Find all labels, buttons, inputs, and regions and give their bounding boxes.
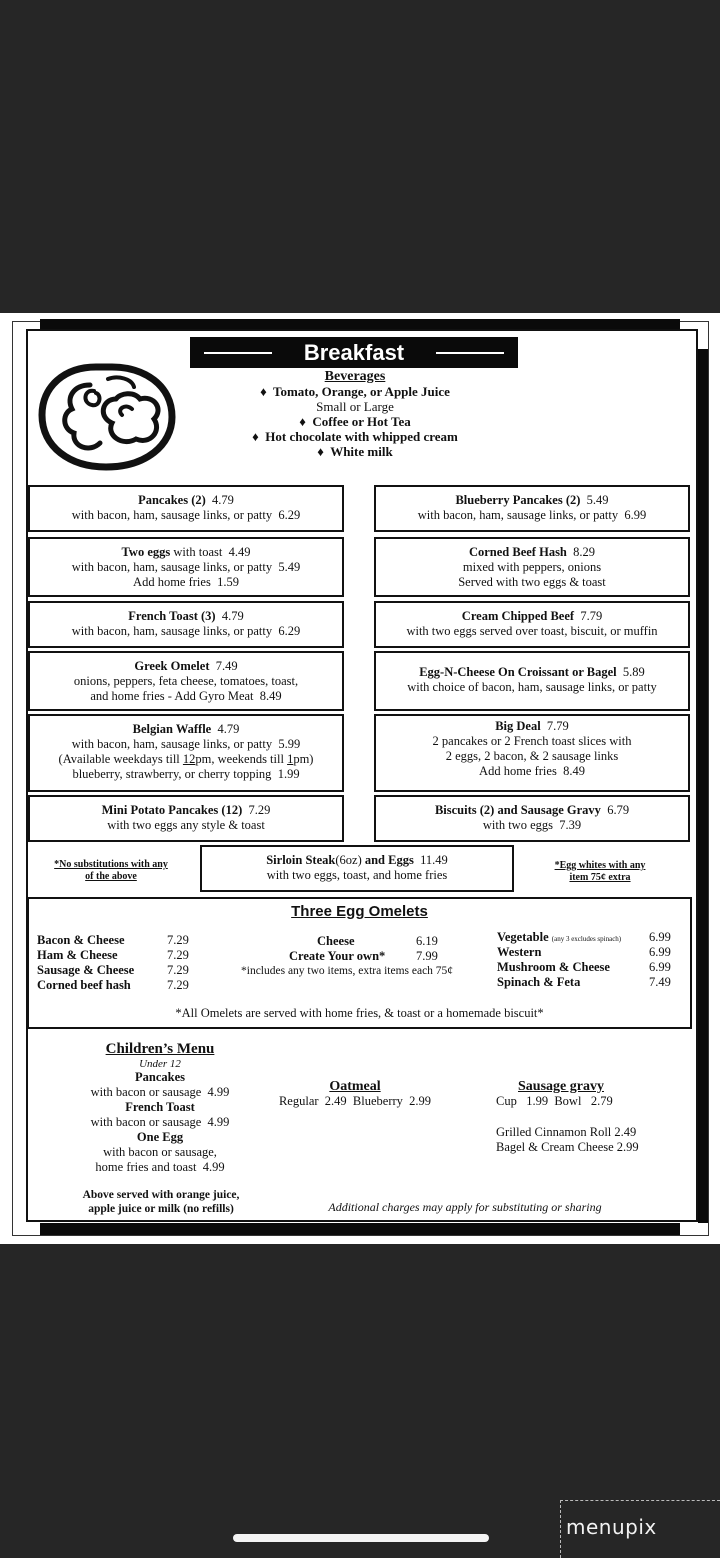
frame-bottom-bar [40,1223,680,1235]
bullet-icon: ♦ [317,444,324,459]
create-own-note: *includes any two items, extra items each 75¢ [241,965,454,977]
omelet-price: 7.29 [167,933,189,947]
beverage-coffee: Coffee or Hot Tea [312,414,411,429]
beverage-milk: White milk [330,444,393,459]
item-corned-beef-hash: Corned Beef Hash 8.29 mixed with peppers, onions Served with two eggs & toast [374,537,690,597]
item-sirloin-steak: Sirloin Steak(6oz) and Eggs 11.49 with two eggs, toast, and home fries [200,845,514,892]
omelet-sausage-cheese: Sausage & Cheese [37,963,135,977]
gravy-heading: Sausage gravy [518,1079,604,1094]
menu-title: Breakfast [190,337,518,368]
omelet-mushroom-cheese: Mushroom & Cheese [497,960,610,974]
beverages-section [200,369,510,459]
item-blueberry-pancakes: Blueberry Pancakes (2) 5.49 with bacon, ham, sausage links, or patty 6.99 [374,485,690,532]
beverages-heading: Beverages [324,369,386,384]
kids-served-note: Above served with orange juice, apple juice or milk (no refills) [82,1189,240,1215]
omelet-price: 7.29 [167,978,189,992]
beverage-juice: Tomato, Orange, or Apple Juice [272,384,450,399]
bullet-icon: ♦ [252,429,259,444]
omelet-western: Western [497,945,542,959]
no-substitutions-note: *No substitutions with any of the above [54,859,168,882]
oatmeal-heading: Oatmeal [329,1079,381,1094]
item-cream-chipped-beef: Cream Chipped Beef 7.79 with two eggs served over toast, biscuit, or muffin [374,601,690,648]
omelet-ham-cheese: Ham & Cheese [37,948,118,962]
childrens-menu: Children’s Menu Under 12 Pancakes with bacon or sausage 4.99 French Toast with bacon or sausage 4.99 One Egg with bacon or sausage, home fries and toast 4.99 [60,1041,260,1175]
omelet-price: 6.19 [416,934,438,948]
omelet-price: 6.99 [649,960,671,974]
omelet-cheese: Cheese [317,934,355,948]
bullet-icon: ♦ [260,384,267,399]
item-big-deal: Big Deal 7.79 2 pancakes or 2 French toast slices with 2 eggs, 2 bacon, & 2 sausage links Add home fries 8.49 [374,714,690,792]
omelet-price: 7.29 [167,948,189,962]
item-pancakes: Pancakes (2) 4.79 with bacon, ham, sausage links, or patty 6.29 [28,485,344,532]
omelet-vegetable: Vegetable (any 3 excludes spinach) [497,930,622,944]
egg-whites-note: *Egg whites with any item 75¢ extra [554,860,646,883]
item-belgian-waffle: Belgian Waffle 4.79 with bacon, ham, sausage links, or patty 5.99 (Available weekdays till 12pm, weekends till 1pm) blueberry, strawberry, or cherry topping 1.99 [28,714,344,792]
extras-section: Grilled Cinnamon Roll 2.49 Bagel & Cream Cheese 2.99 [496,1125,639,1154]
oatmeal-section: Oatmeal Regular 2.49 Blueberry 2.99 [260,1079,450,1109]
additional-charges-note: Additional charges may apply for substituting or sharing [328,1200,602,1214]
bullet-icon: ♦ [299,414,306,429]
omelet-price: 7.49 [649,975,671,989]
beverage-chocolate: Hot chocolate with whipped cream [265,429,458,444]
beverage-size: Small or Large [316,399,394,414]
item-french-toast: French Toast (3) 4.79 with bacon, ham, sausage links, or patty 6.29 [28,601,344,648]
omelet-price: 7.99 [416,949,438,963]
childrens-menu-heading: Children’s Menu [105,1041,215,1057]
omelet-bacon-cheese: Bacon & Cheese [37,933,125,947]
item-biscuits-gravy: Biscuits (2) and Sausage Gravy 6.79 with two eggs 7.39 [374,795,690,842]
omelet-corned-beef: Corned beef hash [37,978,131,992]
omelet-spinach-feta: Spinach & Feta [497,975,581,989]
menupix-watermark: menupix [566,1515,657,1539]
item-greek-omelet: Greek Omelet 7.49 onions, peppers, feta cheese, tomatoes, toast, and home fries - Add Gyro Meat 8.49 [28,651,344,711]
omelet-price: 6.99 [649,945,671,959]
omelet-price: 7.29 [167,963,189,977]
omelet-price: 6.99 [649,930,671,944]
item-croissant: Egg-N-Cheese On Croissant or Bagel 5.89 with choice of bacon, ham, sausage links, or patty [374,651,690,711]
kids-one-egg: One Egg [136,1130,184,1144]
omelets-heading: Three Egg Omelets [291,903,428,920]
item-potato-pancakes: Mini Potato Pancakes (12) 7.29 with two eggs any style & toast [28,795,344,842]
frame-right-bar [698,349,708,1223]
omelets-section [27,897,692,1029]
frame-top-bar [40,319,680,329]
menu-photo [0,313,720,1244]
childrens-age: Under 12 [139,1058,181,1070]
home-indicator[interactable] [233,1534,489,1542]
sausage-gravy-section: Sausage gravy Cup 1.99 Bowl 2.79 [496,1079,636,1109]
item-two-eggs: Two eggs with toast 4.49 with bacon, ham, sausage links, or patty 5.49 Add home fries 1.59 [28,537,344,597]
kids-pancakes: Pancakes [135,1070,185,1084]
kids-french-toast: French Toast [125,1100,195,1114]
omelets-footer: *All Omelets are served with home fries, & toast or a homemade biscuit* [175,1006,544,1020]
restaurant-logo [36,361,178,473]
omelet-create-own: Create Your own* [289,949,386,963]
